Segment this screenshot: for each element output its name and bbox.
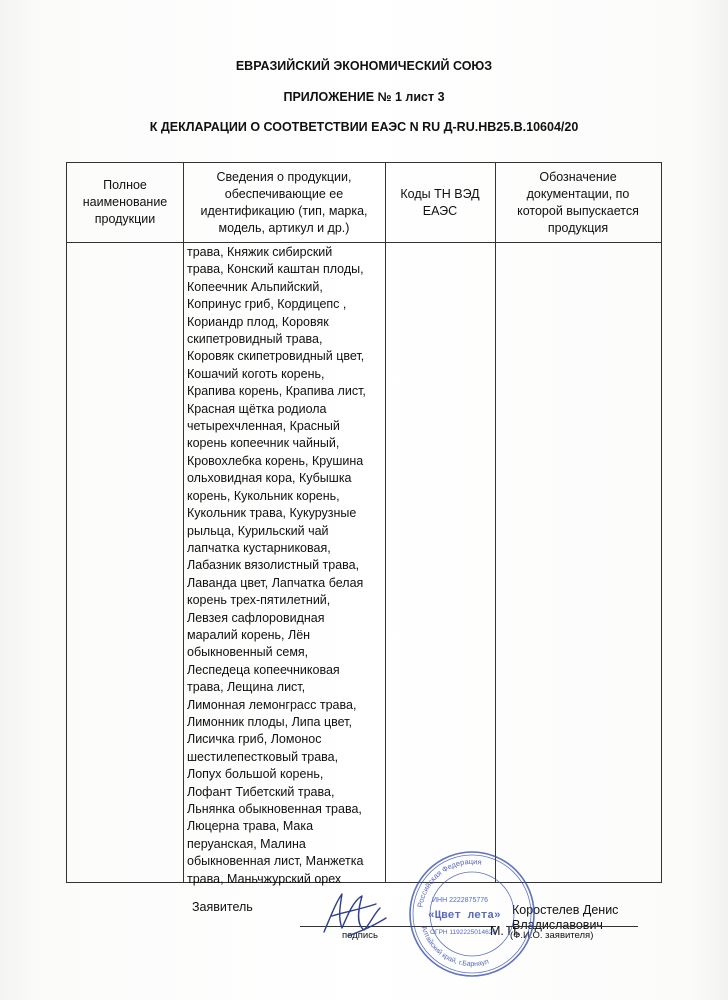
column-header-product-info — [183, 163, 385, 242]
handwritten-signature — [318, 888, 392, 944]
applicant-name: Коростелев Денис Владиславович — [512, 903, 619, 932]
column-header-label: Полное наименование продукции — [82, 178, 168, 226]
declaration-title: К ДЕКЛАРАЦИИ О СООТВЕТСТВИИ ЕАЭС N RU Д-RU.НВ25.В.10604/20 — [149, 120, 579, 134]
stamp-ring-text: Российская Федерация — [415, 856, 483, 909]
column-header-codes — [385, 163, 495, 242]
column-divider — [495, 163, 496, 882]
column-header-label: Сведения о продукции, обеспечивающие ее идентификацию (тип, марка, модель, артикул и др.) — [200, 169, 368, 235]
stamp-ring-text-bottom: Алтайский край, г.Барнаул — [419, 925, 490, 969]
signature-caption: подпись — [342, 930, 378, 941]
appendix-title: ПРИЛОЖЕНИЕ № 1 лист 3 — [283, 90, 445, 104]
column-header-label: Коды ТН ВЭД ЕАЭС — [400, 186, 480, 218]
header-divider — [67, 242, 661, 243]
column-header-label: Обозначение документации, по которой выпускается продукция — [517, 169, 639, 235]
column-divider — [385, 163, 386, 882]
union-title: ЕВРАЗИЙСКИЙ ЭКОНОМИЧЕСКИЙ СОЮЗ — [235, 59, 493, 73]
column-divider — [183, 163, 184, 882]
stamp-place-label: М. П. — [490, 924, 520, 938]
column-header-product-name — [67, 163, 183, 242]
stamp-ogrn: ОГРН 1192225014629 — [430, 929, 496, 936]
applicant-label: Заявитель — [192, 900, 253, 914]
stamp-inn: ИНН 2222875776 — [432, 897, 489, 904]
products-table — [66, 162, 662, 886]
column-header-documentation — [495, 163, 661, 242]
stamp-company: «Цвет лета» — [428, 910, 501, 922]
name-caption: (Ф.И.О. заявителя) — [510, 930, 594, 941]
product-info-cell: трава, Княжик сибирский трава, Конский каштан плоды, Копеечник Альпийский, Копринус гриб, Кордицепс , Кориандр плод, Коровяк скипетровидный трава, Коровяк скипетровидный цвет, Кошачий коготь корень, Крапива корень, Крапива лист, Красная щётка родиола четырехчленная, Красный корень копеечник чайный, Кровохлебка корень, Крушина ольховидная кора, Кубышка корень, Кукольник корень, Кукольник трава, Кукурузные рыльца, Курильский чай лапчатка кустарниковая, Лабазник вязолистный трава, Лаванда цвет, Лапчатка белая корень трех-пятилетний, Левзея сафлоровидная маралий корень, Лён обыкновенный семя, Леспедеца копеечниковая трава, Лещина лист, Лимонная лемонграсс трава, Лимонник плоды, Липа цвет, Лисичка гриб, Ломонос шестилепестковый трава, Лопух большой корень, Лофант Тибетский трава, Льнянка обыкновенная трава, Люцерна трава, Мака перуанская, Малина обыкновенная лист, Манжетка трава, Маньчжурский орех — [187, 245, 366, 886]
company-stamp — [408, 850, 536, 978]
